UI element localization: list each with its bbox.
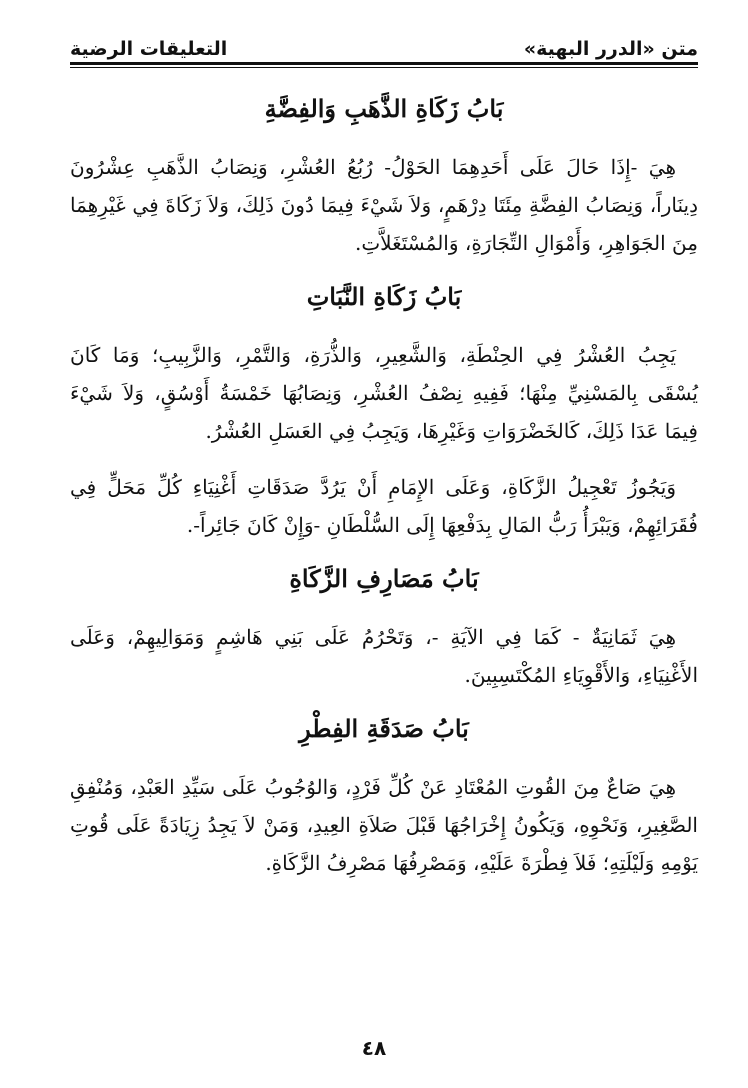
chapter-heading: بَابُ زَكَاةِ الذَّهَبِ وَالفِضَّةِ [264,94,504,123]
paragraph: هِيَ صَاعٌ مِنَ القُوتِ المُعْتَادِ عَنْ كُلِّ فَرْدٍ، وَالوُجُوبُ عَلَى سَيِّدِ العَبْدِ، وَمُنْفِقِ الصَّغِيرِ، وَنَحْوِهِ، وَيَكُونُ إِخْرَاجُهَا قَبْلَ صَلاَةِ العِيدِ، وَمَنْ لاَ يَجِدُ زِيَادَةً عَلَى قُوتِ يَوْمِهِ وَلَيْلَتِهِ؛ فَلاَ فِطْرَةَ عَلَيْهِ، وَمَصْرِفُهَا مَصْرِفُ الزَّكَاةِ. [70,775,698,875]
header-commentary-title: التعليقات الرضية [70,38,228,60]
header-rule-thick [70,62,698,65]
running-header [70,24,698,60]
paragraph: هِيَ -إِذَا حَالَ عَلَى أَحَدِهِمَا الحَوْلُ- رُبُعُ العُشْرِ، وَنِصَابُ الذَّهَبِ عِشْرُونَ دِينَاراً، وَنِصَابُ الفِضَّةِ مِئَتَا دِرْهَمٍ، وَلاَ شَيْءَ فِيمَا دُونَ ذَلِكَ، وَلاَ زَكَاةَ فِي غَيْرِهِمَا مِنَ الجَوَاهِرِ، وَأَمْوَالِ التِّجَارَةِ، وَالمُسْتَغَلاَّتِ. [70,155,698,255]
section-crops-zakat [70,280,698,544]
paragraph: هِيَ ثَمَانِيَةٌ - كَمَا فِي الآيَةِ -، وَتَحْرُمُ عَلَى بَنِي هَاشِمٍ وَمَوَالِيهِمْ، وَعَلَى الأَغْنِيَاءِ، وَالأَقْوِيَاءِ المُكْتَسِبِينَ. [70,625,698,687]
paragraph: وَيَجُوزُ تَعْجِيلُ الزَّكَاةِ، وَعَلَى الإِمَامِ أَنْ يَرُدَّ صَدَقَاتِ أَغْنِيَاءِ كُلِّ مَحَلٍّ فِي فُقَرَائِهِمْ، وَيَبْرَأُ رَبُّ المَالِ بِدَفْعِهَا إِلَى السُّلْطَانِ -وَإِنْ كَانَ جَائِراً-. [70,475,698,537]
chapter-heading: بَابُ صَدَقَةِ الفِطْرِ [299,714,469,743]
chapter-heading: بَابُ زَكَاةِ النَّبَاتِ [306,282,462,311]
section-fitr-charity [70,712,698,882]
page-body [70,92,698,900]
page-number: ٤٨ [361,1036,387,1060]
section-zakat-recipients [70,562,698,694]
header-book-title: متن «الدرر البهية» [523,38,698,60]
header-rule-thin [70,67,698,68]
section-gold-silver-zakat [70,92,698,262]
paragraph: يَجِبُ العُشْرُ فِي الحِنْطَةِ، وَالشَّعِيرِ، وَالذُّرَةِ، وَالتَّمْرِ، وَالزَّبِيبِ؛ وَمَا كَانَ يُسْقَى بِالمَسْنِيِّ مِنْهَا؛ فَفِيهِ نِصْفُ العُشْرِ، وَنِصَابُهَا خَمْسَةُ أَوْسُقٍ، وَلاَ شَيْءَ فِيمَا عَدَا ذَلِكَ، كَالخَضْرَوَاتِ وَغَيْرِهَا، وَيَجِبُ فِي العَسَلِ العُشْرُ. [70,343,698,443]
chapter-heading: بَابُ مَصَارِفِ الزَّكَاةِ [289,564,479,593]
